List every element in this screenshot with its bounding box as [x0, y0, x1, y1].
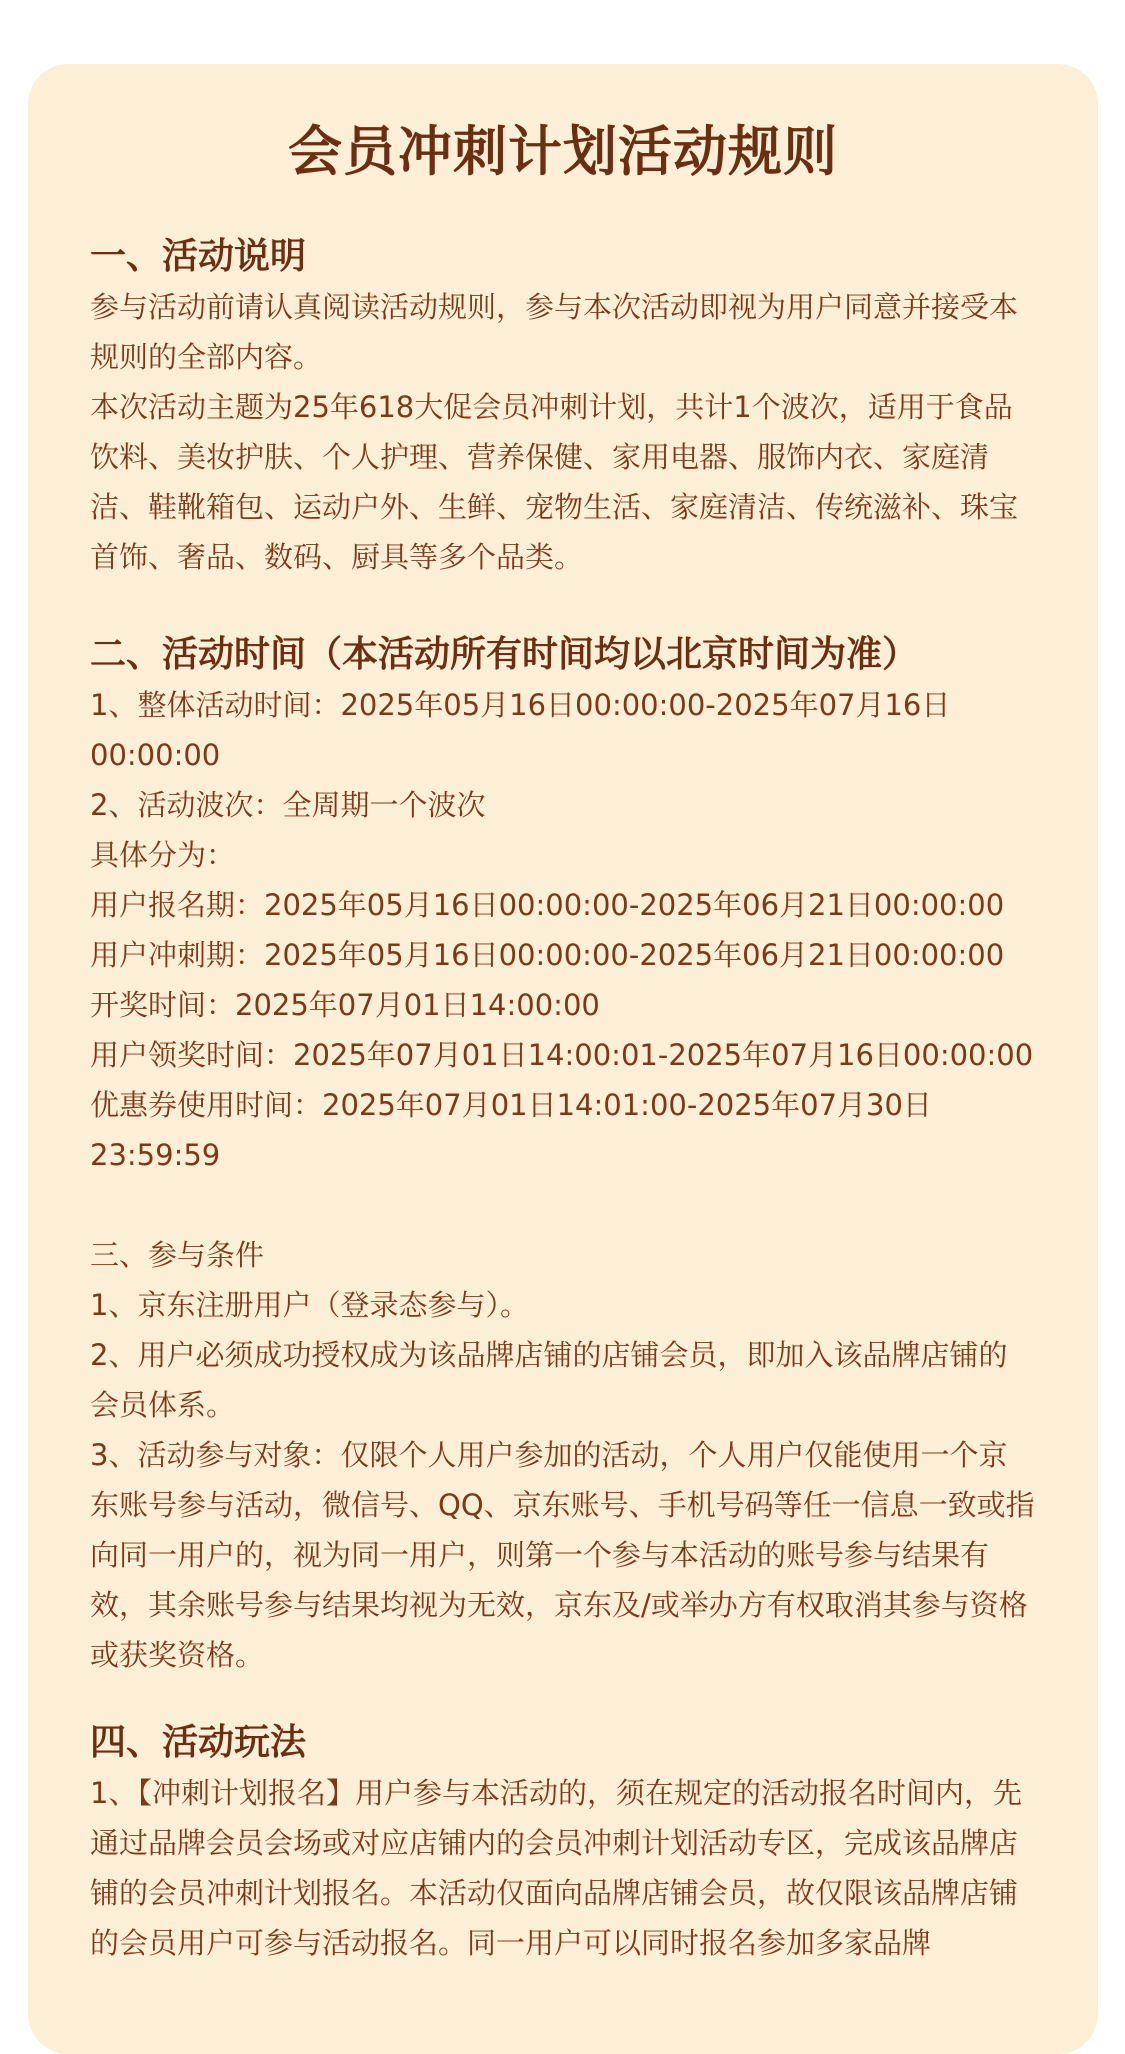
- time-line: 2、活动波次：全周期一个波次: [90, 788, 486, 822]
- time-line: 优惠券使用时间：2025年07月01日14:01:00-2025年07月30日23:59:59: [90, 1088, 932, 1172]
- condition-line: 3、活动参与对象：仅限个人用户参加的活动，个人用户仅能使用一个京东账号参与活动，微信号、QQ、京东账号、手机号码等任一信息一致或指向同一用户的，视为同一用户，则第一个参与本活动的账号参与结果有效，其余账号参与结果均视为无效，京东及/或举办方有权取消其参与资格或获奖资格。: [90, 1438, 1035, 1672]
- section-heading: 一、活动说明: [90, 236, 307, 277]
- gameplay-line: 1、【冲刺计划报名】用户参与本活动的，须在规定的活动报名时间内，先通过品牌会员会场或对应店铺内的会员冲刺计划活动专区，完成该品牌店铺的会员冲刺计划报名。本活动仅面向品牌店铺会员，故仅限该品牌店铺的会员用户可参与活动报名。同一用户可以同时报名参加多家品牌: [90, 1776, 1022, 1960]
- section-participation-conditions: [90, 1230, 1036, 1680]
- time-line: 用户报名期：2025年05月16日00:00:00-2025年06月21日00:00:00: [90, 888, 1005, 922]
- condition-line: 2、用户必须成功授权成为该品牌店铺的店铺会员，即加入该品牌店铺的会员体系。: [90, 1338, 1008, 1422]
- paragraph: 参与活动前请认真阅读活动规则，参与本次活动即视为用户同意并接受本规则的全部内容。: [90, 290, 1019, 374]
- section-activity-time: [90, 630, 1036, 1180]
- page-title: 会员冲刺计划活动规则: [288, 120, 838, 183]
- rules-card: [28, 64, 1098, 2054]
- section-activity-description: [90, 232, 1036, 582]
- time-line: 用户冲刺期：2025年05月16日00:00:00-2025年06月21日00:00:00: [90, 938, 1005, 972]
- section-gameplay: [90, 1718, 1036, 1968]
- section-heading: 二、活动时间（本活动所有时间均以北京时间为准）: [90, 634, 919, 675]
- time-line: 开奖时间：2025年07月01日14:00:00: [90, 988, 600, 1022]
- time-line: 用户领奖时间：2025年07月01日14:00:01-2025年07月16日00:00:00: [90, 1038, 1034, 1072]
- paragraph: 本次活动主题为25年618大促会员冲刺计划，共计1个波次，适用于食品饮料、美妆护肤、个人护理、营养保健、家用电器、服饰内衣、家庭清洁、鞋靴箱包、运动户外、生鲜、宠物生活、家庭清洁、传统滋补、珠宝首饰、奢品、数码、厨具等多个品类。: [90, 390, 1019, 574]
- condition-line: 1、京东注册用户（登录态参与）。: [90, 1288, 529, 1322]
- section-heading: 三、参与条件: [90, 1238, 265, 1272]
- time-line: 具体分为：: [90, 838, 236, 872]
- section-heading: 四、活动玩法: [90, 1722, 307, 1763]
- time-line: 1、整体活动时间：2025年05月16日00:00:00-2025年07月16日00:00:00: [90, 688, 951, 772]
